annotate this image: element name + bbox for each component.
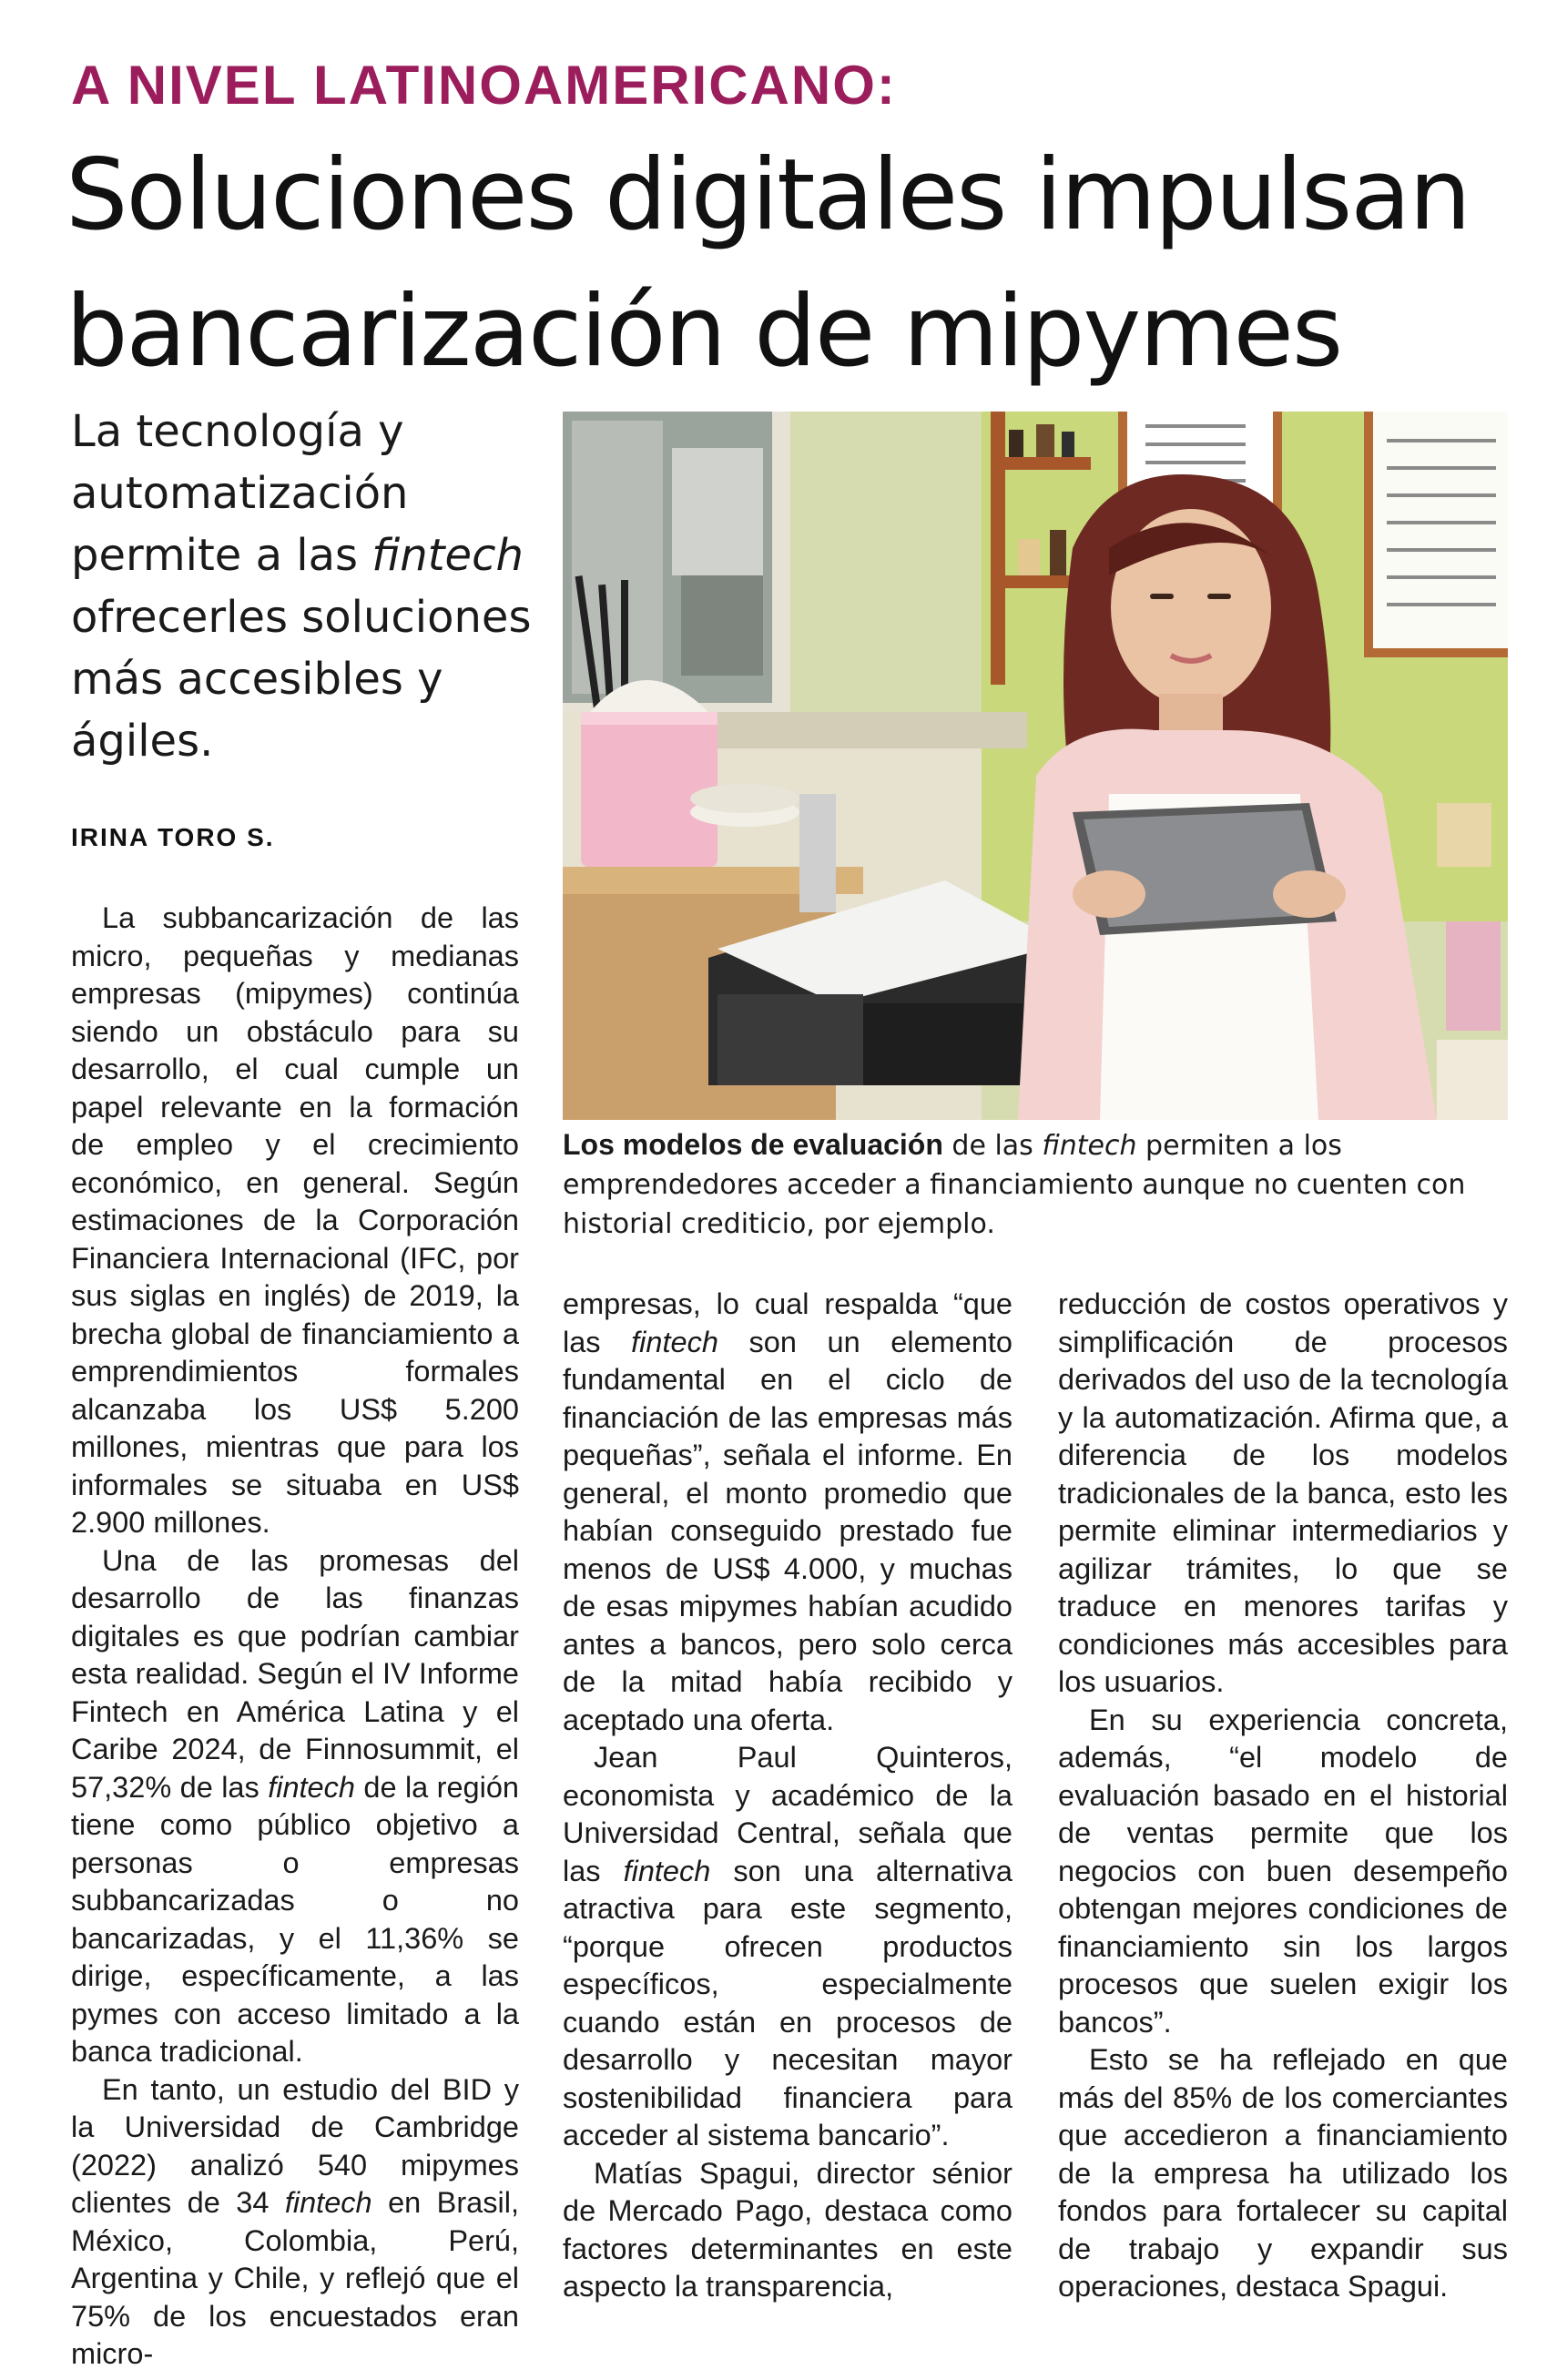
p3-text-a: En tanto, un estudio del BID y la Universidad de Cambridge (2022) analizó 540 mipymes clientes de 34 bbox=[71, 2072, 519, 2219]
caption-text-1: de las bbox=[942, 1130, 1043, 1162]
article-byline: IRINA TORO S. bbox=[71, 823, 275, 851]
p4-text-b: son un elemento fundamental en el ciclo de financiación de las empresas más pequeñas”, señala el informe. En general, el monto promedio que habían conseguido prestado fue menos de US$ 4.000, y muchas de esas mipymes habían acudido antes a bancos, pero solo cerca de la mitad había recibido y aceptado una oferta. bbox=[563, 1325, 1013, 1736]
caption-italic: fintech bbox=[1042, 1130, 1137, 1162]
body-column-1 bbox=[71, 900, 519, 2374]
body-column-2 bbox=[563, 1286, 1013, 2306]
body-paragraph-5 bbox=[563, 1739, 1013, 2155]
deck-text-1: La tecnología y automatización permite a las bbox=[71, 406, 409, 581]
p5-text-b: son una alternativa atractiva para este segmento, “porque ofrecen productos específicos, especialmente cuando están en procesos de desarrollo y necesitan mayor sostenibilidad financiera para acceder al sistema bancario”. bbox=[563, 1854, 1013, 2151]
woman-with-tablet-illustration bbox=[563, 412, 1508, 1120]
caption-lead: Los modelos de evaluación bbox=[563, 1128, 943, 1161]
body-paragraph-4 bbox=[563, 1286, 1013, 1739]
body-paragraph-8: En su experiencia concreta, además, “el modelo de evaluación basado en el historial de ventas permite que los negocios con buen desempeño obtengan mejores condiciones de financiamiento sin los largos procesos que suelen exigir los bancos”. bbox=[1058, 1703, 1508, 2039]
body-paragraph-6: Matías Spagui, director sénior de Mercado Pago, destaca como factores determinantes en este aspecto la transparencia, bbox=[563, 2156, 1013, 2303]
p4-text-a: empresas, lo cual respalda “que las bbox=[563, 1287, 1013, 1358]
article-photo bbox=[563, 412, 1508, 1120]
body-paragraph-2 bbox=[71, 1542, 519, 2071]
p5-italic: fintech bbox=[623, 1854, 711, 1887]
p2-text-b: de la región tiene como público objetivo a personas o empresas subbancarizadas o no bancarizadas, y el 11,36% se dirige, específicamente, a las pymes con acceso limitado a la banca tradicional. bbox=[71, 1770, 519, 2068]
body-paragraph-3 bbox=[71, 2071, 519, 2374]
p2-italic: fintech bbox=[268, 1770, 355, 1804]
deck-italic: fintech bbox=[371, 530, 524, 581]
p2-text-a: Una de las promesas del desarrollo de las finanzas digitales es que podrían cambiar esta realidad. Según el IV Informe Fintech en América Latina y el Caribe 2024, de Finnosummit, el 57,32% de las bbox=[71, 1543, 519, 1804]
body-paragraph-9: Esto se ha reflejado en que más del 85% de los comerciantes que accedieron a financiamiento de la empresa ha utilizado los fondos para fortalecer su capital de trabajo y expandir sus operaciones, destaca Spagui. bbox=[1058, 2043, 1508, 2303]
caption-text-2: permiten a los emprendedores acceder a financiamiento aunque no cuenten con historial crediticio, por ejemplo. bbox=[563, 1130, 1466, 1240]
p4-italic: fintech bbox=[631, 1325, 718, 1358]
p3-italic: fintech bbox=[284, 2186, 372, 2219]
body-paragraph-7: reducción de costos operativos y simplificación de procesos derivados del uso de la tecnología y la automatización. Afirma que, a diferencia de los modelos tradicionales de la banca, esto les permite eliminar intermediarios y agilizar trámites, lo que se traduce en menores tarifas y condiciones más accesibles para los usuarios. bbox=[1058, 1287, 1508, 1698]
article-kicker: A NIVEL LATINOAMERICANO: bbox=[71, 55, 897, 116]
p5-text-a: Jean Paul Quinteros, economista y académico de la Universidad Central, señala que las bbox=[563, 1741, 1013, 1887]
article-deck bbox=[71, 401, 544, 772]
body-column-3 bbox=[1058, 1286, 1508, 2306]
deck-text-2: ofrecerles soluciones más accesibles y ágiles. bbox=[71, 592, 532, 767]
article-headline: Soluciones digitales impulsan bancarización de mipymes bbox=[66, 138, 1470, 389]
p3-text-b: en Brasil, México, Colombia, Perú, Argentina y Chile, y reflejó que el 75% de los encuestados eran micro- bbox=[71, 2186, 519, 2370]
body-paragraph-1: La subbancarización de las micro, pequeñas y medianas empresas (mipymes) continúa siendo un obstáculo para su desarrollo, el cual cumple un papel relevante en la formación de empleo y el crecimiento económico, en general. Según estimaciones de la Corporación Financiera Internacional (IFC, por sus siglas en inglés) de 2019, la brecha global de financiamiento a emprendimientos formales alcanzaba los US$ 5.200 millones, mientras que para los informales se situaba en US$ 2.900 millones. bbox=[71, 901, 519, 1539]
photo-caption bbox=[563, 1125, 1508, 1244]
